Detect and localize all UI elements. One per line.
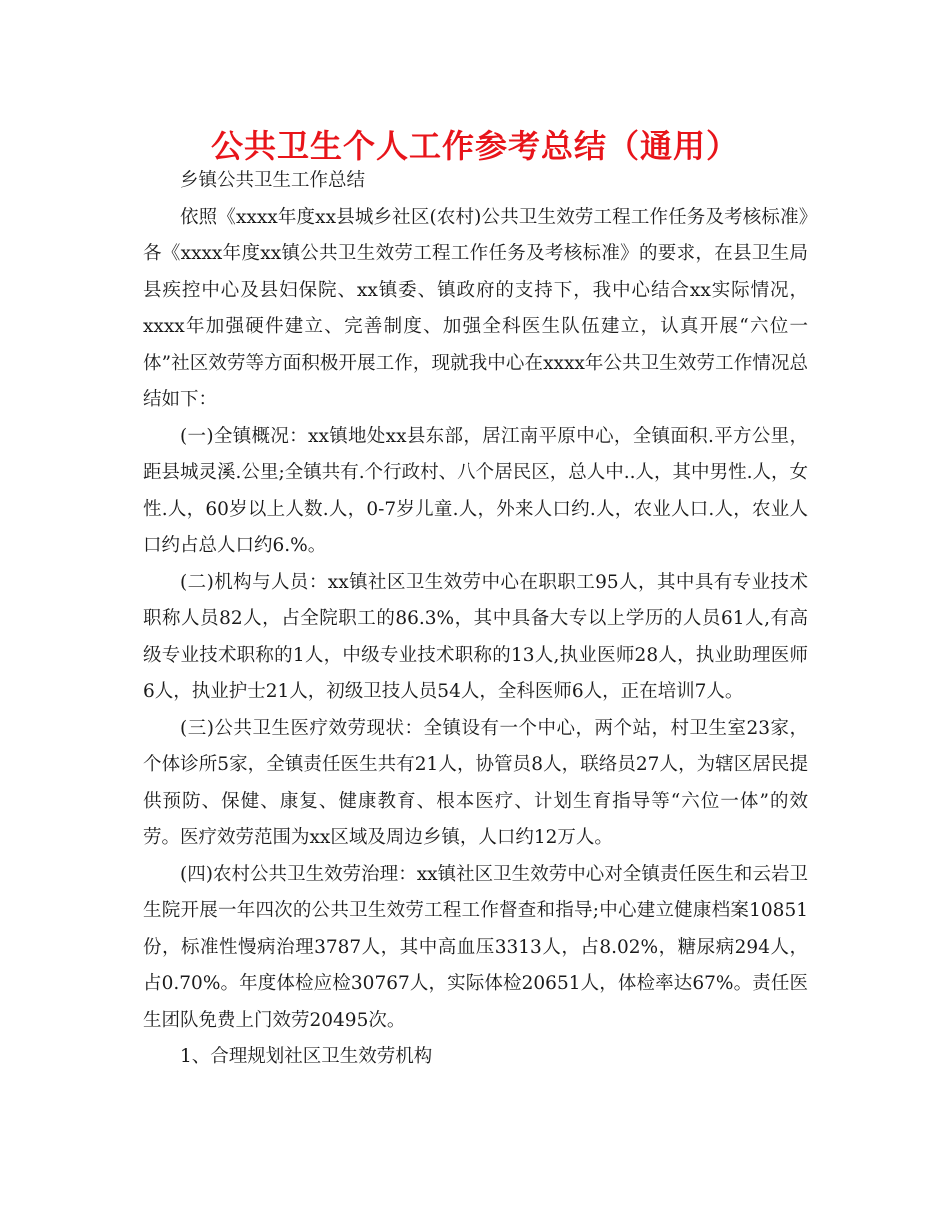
section-heading: 乡镇公共卫生工作总结	[180, 170, 366, 191]
subsection-heading: 1、合理规划社区卫生效劳机构	[180, 1046, 433, 1067]
staff-paragraph: (二)机构与人员：xx镇社区卫生效劳中心在职职工95人，其中具有专业技术职称人员82人，占全院职工的86.3%，其中具备大专以上学历的人员61人,有高级专业技术职称的1人，中级专业技术职称的13人,执业医师28人，执业助理医师6人，执业护士21人，初级卫技人员54人，全科医师6人，正在培训7人。	[143, 571, 808, 702]
intro-paragraph: 依照《xxxx年度xx县城乡社区(农村)公共卫生效劳工程工作任务及考核标准》各《xxxx年度xx镇公共卫生效劳工程工作任务及考核标准》的要求，在县卫生局县疾控中心及县妇保院、xx镇委、镇政府的支持下，我中心结合xx实际情况，xxxx年加强硬件建立、完善制度、加强全科医生队伍建立，认真开展“六位一体”社区效劳等方面积极开展工作，现就我中心在xxxx年公共卫生效劳工作情况总结如下：	[143, 206, 808, 410]
document-title: 公共卫生个人工作参考总结（通用）	[210, 127, 739, 165]
document-body	[143, 163, 808, 1076]
service-status-paragraph: (三)公共卫生医疗效劳现状：全镇设有一个中心，两个站，村卫生室23家，个体诊所5家，全镇责任医生共有21人，协管员8人，联络员27人，为辖区居民提供预防、保健、康复、健康教育、根本医疗、计划生育指导等“六位一体”的效劳。医疗效劳范围为xx区域及周边乡镇，人口约12万人。	[143, 717, 808, 848]
management-paragraph: (四)农村公共卫生效劳治理：xx镇社区卫生效劳中心对全镇责任医生和云岩卫生院开展一年四次的公共卫生效劳工程工作督查和指导;中心建立健康档案10851份，标准性慢病治理3787人，其中高血压3313人，占8.02%，糖尿病294人，占0.70%。年度体检应检30767人，实际体检20651人，体检率达67%。责任医生团队免费上门效劳20495次。	[143, 863, 808, 1031]
overview-paragraph: (一)全镇概况：xx镇地处xx县东部，居江南平原中心，全镇面积.平方公里，距县城灵溪.公里;全镇共有.个行政村、八个居民区，总人中..人，其中男性.人，女性.人，60岁以上人数.人，0-7岁儿童.人，外来人口约.人，农业人口.人，农业人口约占总人口约6.%。	[143, 425, 808, 556]
